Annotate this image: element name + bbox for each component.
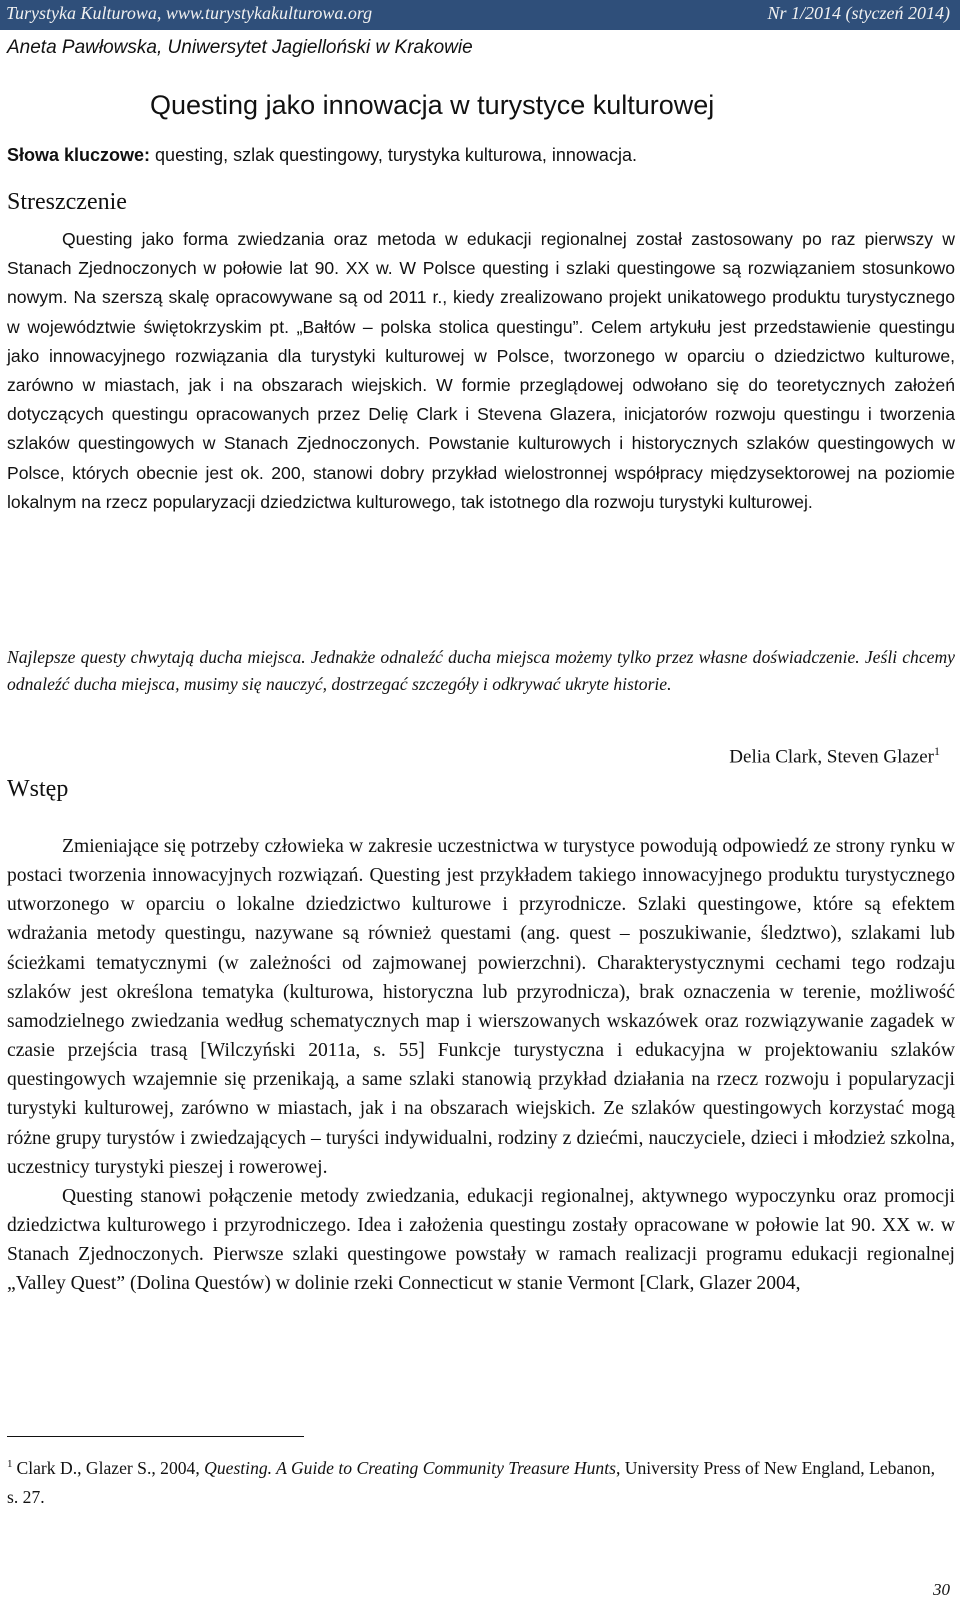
footnote-number: 1 (7, 1458, 13, 1470)
epigraph-author-names: Delia Clark, Steven Glazer (729, 746, 934, 768)
footnote-text-before: Clark D., Glazer S., 2004, (16, 1457, 205, 1478)
epigraph-attribution (729, 738, 940, 770)
keywords-label: Słowa kluczowe: (7, 145, 151, 165)
page-number: 30 (933, 1580, 950, 1599)
footnote (7, 1450, 947, 1512)
keywords (7, 143, 947, 167)
footnote-ref[interactable]: 1 (934, 744, 940, 758)
intro-heading: Wstęp (7, 776, 69, 802)
journal-name: Turystyka Kulturowa, www.turystykakulturowa.org (6, 3, 373, 23)
article-title: Questing jako innowacja w turystyce kulturowej (150, 90, 715, 120)
body-paragraph: Questing stanowi połączenie metody zwiedzania, edukacji regionalnej, aktywnego wypoczynku oraz promocji dziedzictwa kulturowego i przyrodniczego. Idea i założenia questingu zostały opracowane w połowie lat 90. XX w. w Stanach Zjednoczonych. Pierwsze szlaki questingowe powstały w ramach realizacji programu edukacji regionalnej „Valley Quest” (Dolina Questów) w dolinie rzeki Connecticut w stanie Vermont [Clark, Glazer 2004, (7, 1185, 955, 1295)
author-affiliation: Aneta Pawłowska, Uniwersytet Jagielloński w Krakowie (7, 37, 473, 58)
keywords-text: questing, szlak questingowy, turystyka kulturowa, innowacja. (150, 145, 637, 165)
abstract-heading: Streszczenie (7, 189, 127, 215)
footnote-text-after: , University Press of New England, Lebanon, s. 27. (7, 1457, 936, 1507)
running-header (0, 0, 960, 30)
footnote-book-title: Questing. A Guide to Creating Community Treasure Hunts (204, 1457, 616, 1478)
body-paragraph: Zmieniające się potrzeby człowieka w zakresie uczestnictwa w turystyce powodują odpowiedź ze strony rynku w postaci tworzenia innowacyjnych rozwiązań. Questing jest przykładem takiego innowacyjnego produktu turystycznego utworzonego w oparciu o lokalne dziedzictwo kulturowe i przyrodnicze. Szlaki questingowe, które są efektem wdrażania metody questingu, nazywane są również questami (ang. quest – poszukiwanie, śledztwo), szlakami lub ścieżkami tematycznymi (w zależności od zajmowanej powierzchni). Charakterystycznymi cechami tego rodzaju szlaków jest określona tematyka (kulturowa, historyczna lub przyrodnicza), brak oznaczenia w terenie, możliwość samodzielnego zwiedzania według schematycznych map i wierszowanych wskazówek oraz rozwiązywanie zagadek w czasie przejścia trasą [Wilczyński 2011a, s. 55] Funkcje turystyczna i edukacyjna w projektowaniu szlaków questingowych wzajemnie się przenikają, a same szlaki stanowią przykład działania na rzecz rozwoju i popularyzacji turystyki kulturowej, zarówno w miastach, jak i na obszarach wiejskich. Ze szlaków questingowych korzystać mogą różne grupy turystów i zwiedzających – turyści indywidualni, rodziny z dziećmi, nauczyciele, dzieci i młodzież szkolna, uczestnicy turystyki pieszej i rowerowej. (7, 836, 955, 1178)
issue-label: Nr 1/2014 (styczeń 2014) (767, 3, 950, 23)
abstract-text: Questing jako forma zwiedzania oraz metoda w edukacji regionalnej został zastosowany po raz pierwszy w Stanach Zjednoczonych w połowie lat 90. XX w. W Polsce questing i szlaki questingowe są rozwiązaniem stosunkowo nowym. Na szerszą skalę opracowywane są od 2011 r., kiedy zrealizowano projekt unikatowego produktu turystycznego w województwie świętokrzyskim pt. „Bałtów – polska stolica questingu”. Celem artykułu jest przedstawienie questingu jako innowacyjnego rozwiązania dla turystyki kulturowej w Polsce, tworzonego w oparciu o dziedzictwo kulturowe, zarówno w miastach, jak i na obszarach wiejskich. W formie przeglądowej odwołano się do teoretycznych założeń dotyczących questingu opracowanych przez Delię Clark i Stevena Glazera, inicjatorów rozwoju questingu i tworzenia szlaków questingowych w Stanach Zjednoczonych. Powstanie kulturowych i historycznych szlaków questingowych w Polsce, których obecnie jest ok. 200, stanowi dobry przykład wielostronnej współpracy międzysektorowej na poziomie lokalnym na rzecz popularyzacji dziedzictwa kulturowego, tak istotnego dla rozwoju turystyki kulturowej. (7, 229, 955, 512)
epigraph-quote: Najlepsze questy chwytają ducha miejsca. Jednakże odnaleźć ducha miejsca możemy tylko przez własne doświadczenie. Jeśli chcemy odnaleźć ducha miejsca, musimy się nauczyć, dostrzegać szczegóły i odkrywać ukryte historie. (7, 647, 955, 694)
intro-body (7, 832, 955, 1299)
footnote-divider (7, 1436, 304, 1437)
